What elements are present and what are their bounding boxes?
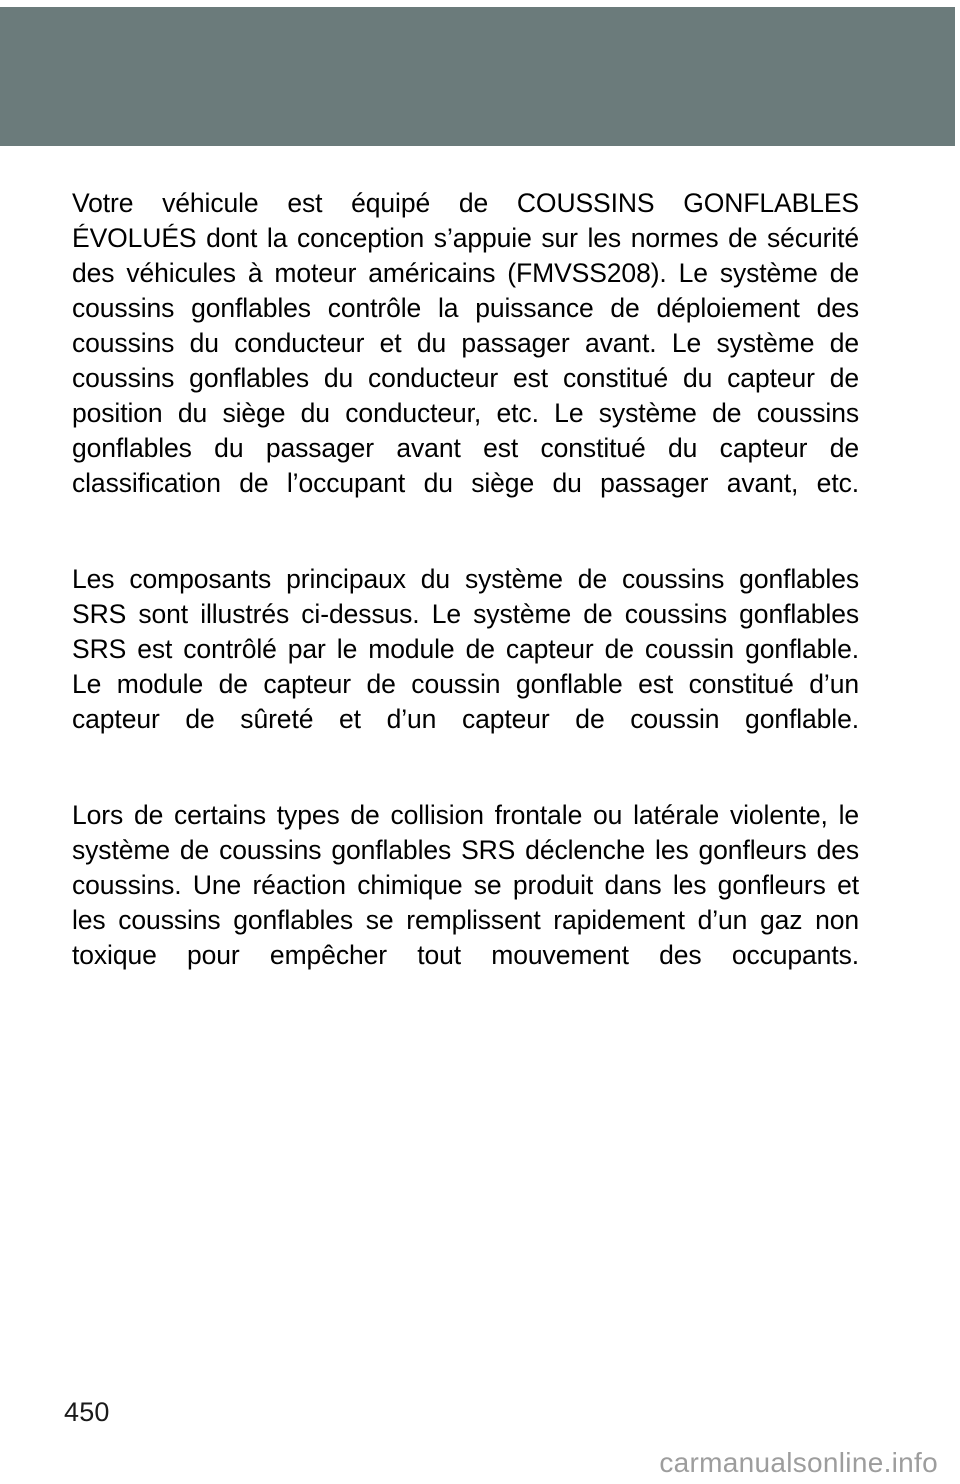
- paragraph-1: Votre véhicule est équipé de COUSSINS GONFLABLES ÉVOLUÉS dont la conception s’appuie sur les normes de sécurité des véhicules à moteur américains (FMVSS208). Le système de coussins gonflables contrôle la puissance de déploiement des coussins du conducteur et du passager avant. Le système de coussins gonflables du conducteur est constitué du capteur de position du siège du conducteur, etc. Le système de coussins gonflables du passager avant est constitué du capteur de classification de l’occupant du siège du passager avant, etc.: [72, 188, 859, 498]
- body-content: [72, 186, 859, 1008]
- paragraph-3: Lors de certains types de collision frontale ou latérale violente, le système de coussins gonflables SRS déclenche les gonfleurs des coussins. Une réaction chimique se produit dans les gonfleurs et les coussins gonflables se remplissent rapidement d’un gaz non toxique pour empêcher tout mouvement des occupants.: [72, 800, 859, 970]
- page-number: 450: [64, 1397, 110, 1427]
- paragraph-2: Les composants principaux du système de coussins gonflables SRS sont illustrés ci-dessus. Le système de coussins gonflables SRS est contrôlé par le module de capteur de coussin gonflable. Le module de capteur de coussin gonflable est constitué d’un capteur de sûreté et d’un capteur de coussin gonflable.: [72, 564, 859, 734]
- header-image-band: [0, 7, 955, 146]
- site-watermark: carmanualsonline.info: [659, 1447, 938, 1478]
